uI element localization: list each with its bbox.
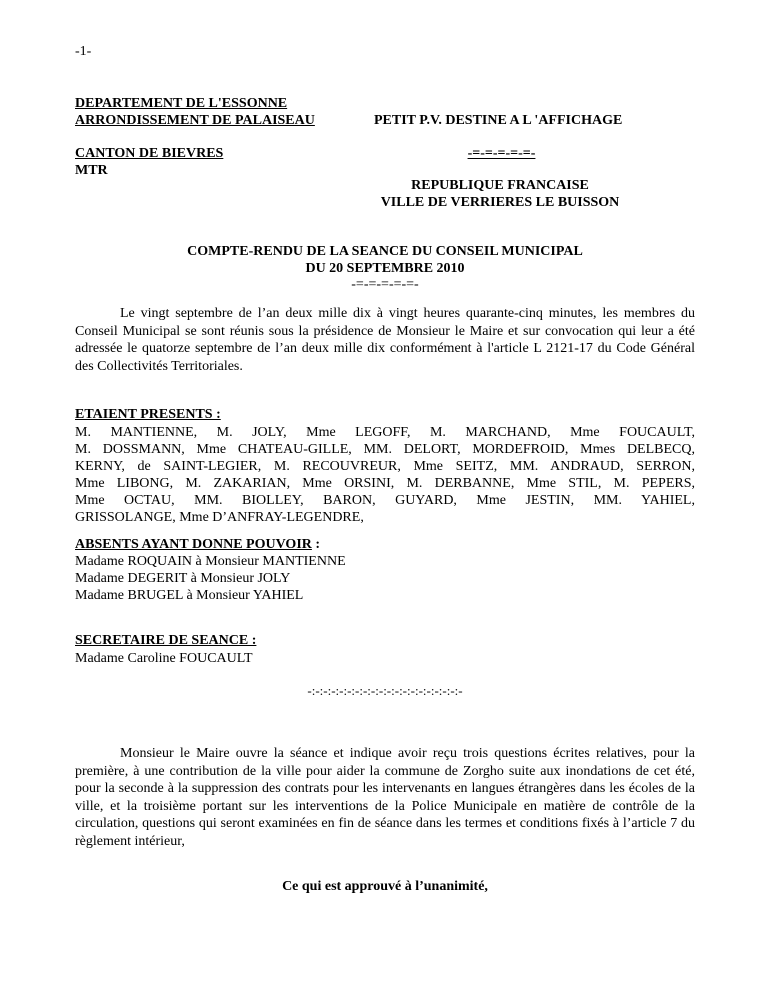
conclusion: Ce qui est approuvé à l’unanimité, bbox=[282, 879, 488, 894]
pouvoir-item: Madame ROQUAIN à Monsieur MANTIENNE bbox=[75, 554, 346, 569]
header-ville: VILLE DE VERRIERES LE BUISSON bbox=[380, 195, 620, 210]
presents-line: M. MANTIENNE, M. JOLY, Mme LEGOFF, M. MARCHAND, Mme FOUCAULT, bbox=[75, 425, 695, 440]
presents-line: KERNY, de SAINT-LEGIER, M. RECOUVREUR, Mme SEITZ, MM. ANDRAUD, SERRON, bbox=[75, 459, 695, 474]
report-title-line1: COMPTE-RENDU DE LA SEANCE DU CONSEIL MUNICIPAL bbox=[187, 244, 583, 259]
header-republique: REPUBLIQUE FRANCAISE bbox=[411, 178, 589, 193]
header-mtr: MTR bbox=[75, 163, 108, 178]
presents-line: Mme OCTAU, MM. BIOLLEY, BARON, GUYARD, Mme JESTIN, MM. YAHIEL, bbox=[75, 493, 695, 508]
body-paragraph: Monsieur le Maire ouvre la séance et indique avoir reçu trois questions écrites relatives, pour la première, à une contribution de la ville pour aider la commune de Zorgho suite aux inondations de cet été, pour la seconde à la suppression des contrats pour les intervenants en langues étrangères dans les écoles de la ville, et la troisième portant sur les interventions de la Police Municipale en matière de contrôle de la circulation, questions qui seront examinées en fin de séance dans les termes et conditions fixés à l’article 7 du règlement intérieur, bbox=[75, 746, 695, 849]
secretaire-heading: SECRETAIRE DE SEANCE : bbox=[75, 633, 257, 648]
report-title-line2: DU 20 SEPTEMBRE 2010 bbox=[305, 261, 465, 276]
header-canton: CANTON DE BIEVRES bbox=[75, 146, 224, 161]
secretaire-name: Madame Caroline FOUCAULT bbox=[75, 651, 253, 666]
report-title-rule: -=-=-=-=-=- bbox=[351, 277, 419, 292]
intro-paragraph: Le vingt septembre de l’an deux mille dix à vingt heures quarante-cinq minutes, les membres du Conseil Municipal se sont réunis sous la présidence de Monsieur le Maire et sur convocation qui leur a été adressée le quatorze septembre de l’an deux mille dix conformément à l'article L 2121-17 du Code Général des Collectivités Territoriales. bbox=[75, 306, 695, 374]
pouvoir-item: Madame BRUGEL à Monsieur YAHIEL bbox=[75, 588, 304, 603]
pouvoir-item: Madame DEGERIT à Monsieur JOLY bbox=[75, 571, 291, 586]
header-affichage-title: PETIT P.V. DESTINE A L 'AFFICHAGE bbox=[374, 113, 623, 128]
section-separator: -:-:-:-:-:-:-:-:-:-:-:-:-:-:-:-:-:-:-:- bbox=[307, 683, 463, 698]
presents-last-line: GRISSOLANGE, Mme D’ANFRAY-LEGENDRE, bbox=[75, 510, 364, 525]
presents-heading: ETAIENT PRESENTS : bbox=[75, 407, 221, 422]
header-departement: DEPARTEMENT DE L'ESSONNE bbox=[75, 96, 288, 111]
header-arrondissement: ARRONDISSEMENT DE PALAISEAU bbox=[75, 113, 315, 128]
pouvoirs-heading-row bbox=[75, 537, 320, 553]
presents-line: M. DOSSMANN, Mme CHATEAU-GILLE, MM. DELORT, MORDEFROID, Mmes DELBECQ, bbox=[75, 442, 695, 457]
header-title-rule: -=-=-=-=-=- bbox=[467, 146, 536, 161]
presents-line: Mme LIBONG, M. ZAKARIAN, Mme ORSINI, M. DERBANNE, Mme STIL, M. PEPERS, bbox=[75, 476, 695, 491]
pouvoirs-heading: ABSENTS AYANT DONNE POUVOIR bbox=[75, 537, 312, 552]
pouvoirs-heading-suffix: : bbox=[311, 537, 321, 552]
page-number: -1- bbox=[75, 44, 92, 59]
